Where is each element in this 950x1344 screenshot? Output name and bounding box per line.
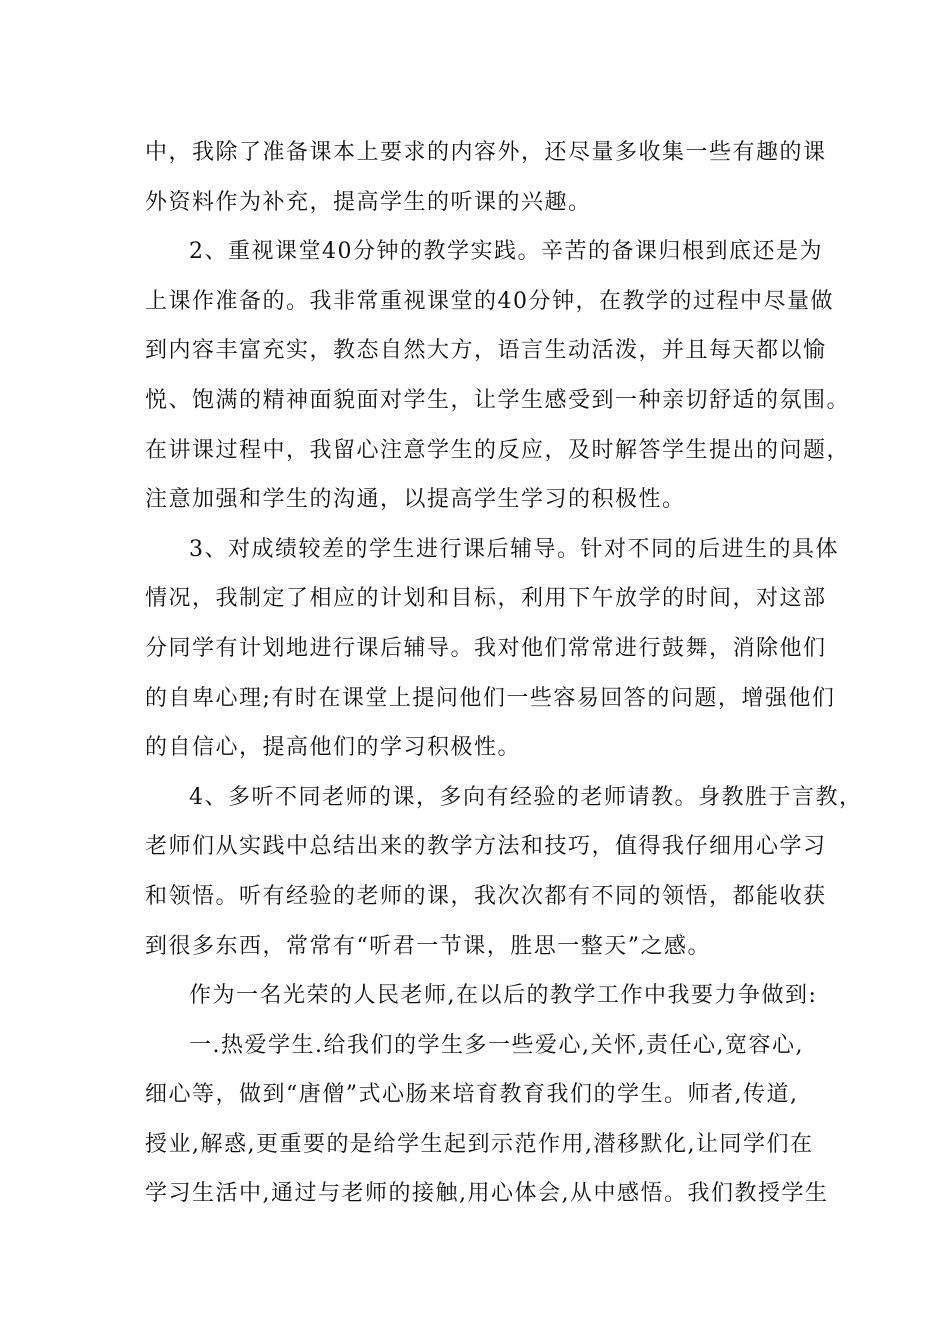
text-line: 上课作准备的。我非常重视课堂的40分钟，在教学的过程中尽量做 [145, 288, 834, 314]
text-line: 授业,解惑,更重要的是给学生起到示范作用,潜移默化,让同学们在 [145, 1131, 814, 1157]
text-line: 细心等，做到“唐僧”式心肠来培育教育我们的学生。师者,传道, [145, 1082, 799, 1108]
text-line: 到内容丰富充实，教态自然大方，语言生动活泼，并且每天都以愉 [145, 338, 827, 364]
text-line: 的自卑心理;有时在课堂上提问他们一些容易回答的问题，增强他们 [145, 685, 836, 711]
text-line: 到很多东西，常常有“听君一节课，胜思一整天”之感。 [145, 933, 711, 959]
paragraph-start-line: 作为一名光荣的人民老师,在以后的教学工作中我要力争做到: [189, 983, 818, 1009]
text-line: 学习生活中,通过与老师的接触,用心体会,从中感悟。我们教授学生 [145, 1181, 829, 1207]
text-line: 在讲课过程中，我留心注意学生的反应，及时解答学生提出的问题， [145, 437, 851, 463]
text-line: 情况，我制定了相应的计划和目标，利用下午放学的时间，对这部 [145, 586, 827, 612]
paragraph-start-line: 4、多听不同老师的课，多向有经验的老师请教。身教胜于言教， [189, 784, 863, 810]
text-line: 老师们从实践中总结出来的教学方法和技巧，值得我仔细用心学习 [145, 834, 827, 860]
paragraph-start-line: 一.热爱学生.给我们的学生多一些爱心,关怀,责任心,宽容心, [189, 1032, 804, 1058]
text-line: 注意加强和学生的沟通，以提高学生学习的积极性。 [145, 487, 686, 513]
text-line: 外资料作为补充，提高学生的听课的兴趣。 [145, 189, 592, 215]
paragraph-start-line: 2、重视课堂40分钟的教学实践。辛苦的备课归根到底还是为 [189, 239, 823, 265]
paragraph-start-line: 3、对成绩较差的学生进行课后辅导。针对不同的后进生的具体 [189, 536, 839, 562]
document-body [145, 128, 863, 1219]
text-line: 和领悟。听有经验的老师的课，我次次都有不同的领悟，都能收获 [145, 883, 827, 909]
text-line: 的自信心，提高他们的学习积极性。 [145, 735, 522, 761]
text-line: 悦、饱满的精神面貌面对学生，让学生感受到一种亲切舒适的氛围。 [145, 387, 851, 413]
text-line: 分同学有计划地进行课后辅导。我对他们常常进行鼓舞，消除他们 [145, 635, 827, 661]
text-line: 中，我除了准备课本上要求的内容外，还尽量多收集一些有趣的课 [145, 140, 827, 165]
